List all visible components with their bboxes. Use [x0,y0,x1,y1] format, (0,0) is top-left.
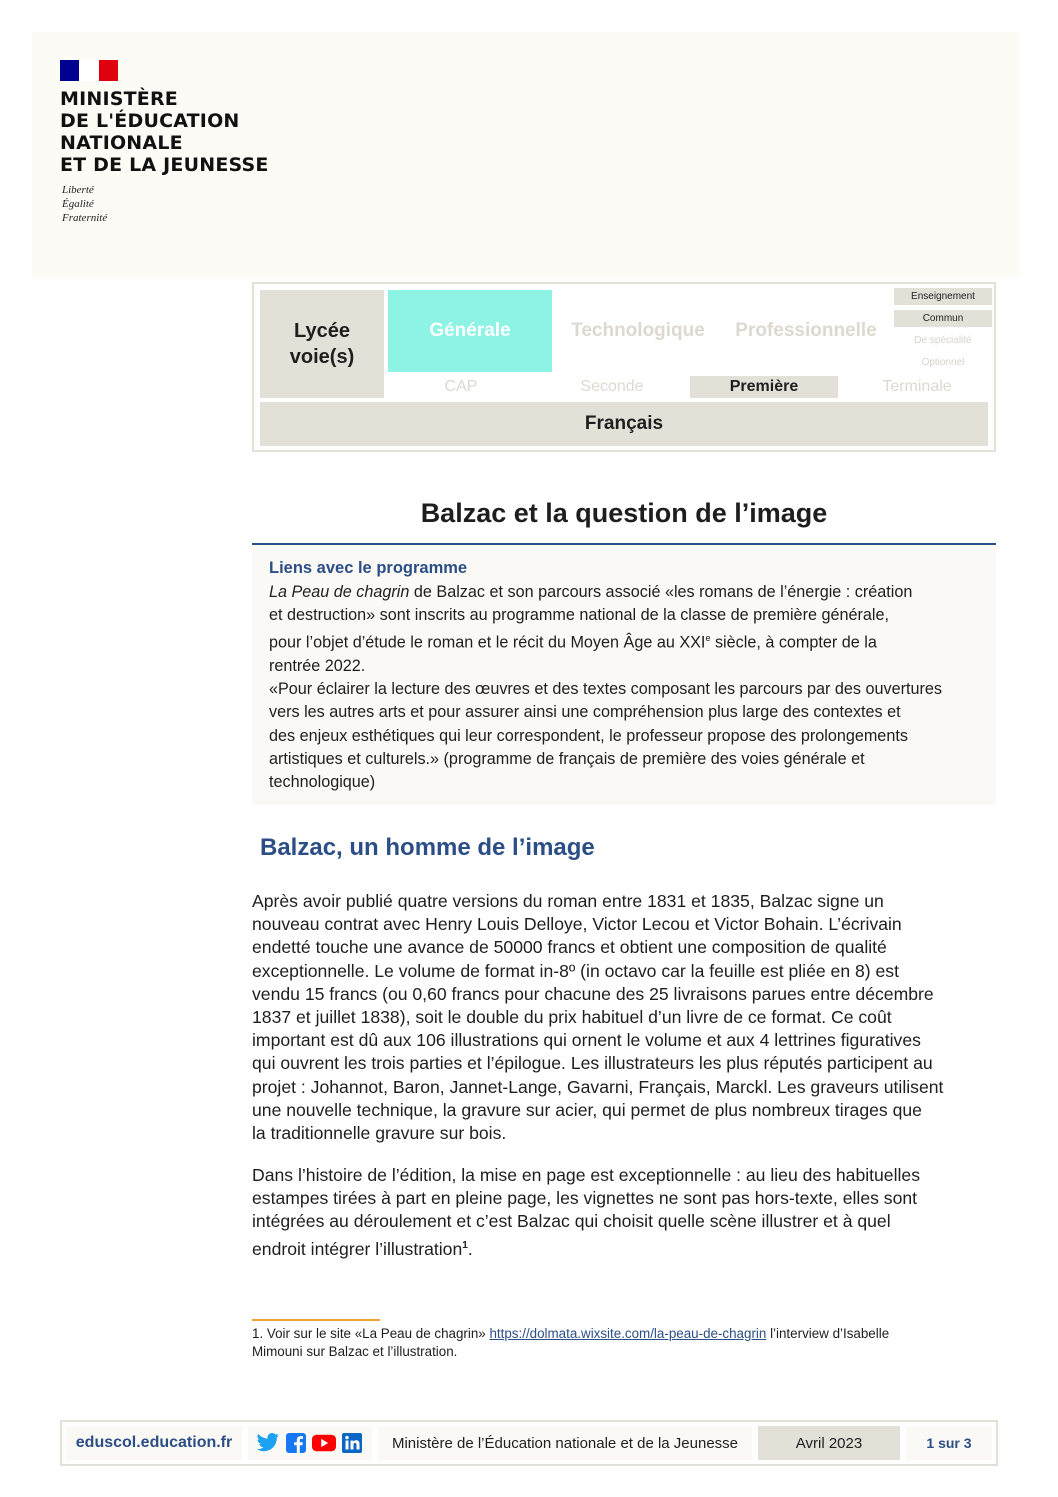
text-line: et destruction» sont inscrits au programme national de la classe de première générale, [269,606,889,625]
text-line: 1837 et juillet 1838), soit le double du prix habituel d’un livre de ce format. Ce coût [252,1007,892,1028]
page-number: 1 sur 3 [906,1426,992,1460]
ministry-line: DE L'ÉDUCATION [60,110,240,132]
enseignement-specialite: De spécialité [914,335,972,346]
ministry-line: ET DE LA JEUNESSE [60,154,269,176]
linkedin-icon[interactable] [340,1432,364,1454]
text-line: estampes tirées à part en pleine page, les vignettes ne sont pas hors-texte, elles sont [252,1188,918,1209]
document-title: Balzac et la question de l’image [420,498,828,528]
youtube-icon[interactable] [312,1432,336,1454]
section-heading: Balzac, un homme de l’image [260,834,595,861]
niveau-seconde: Seconde [580,378,644,395]
book-title: La Peau de chagrin [269,583,410,601]
metadata-table [252,282,996,452]
text-line: des enjeux esthétiques qui leur correspondent, le professeur propose des prolongements [269,726,908,745]
paragraph-1 [252,890,1002,1145]
twitter-icon[interactable] [256,1432,280,1454]
text-run: . [467,1238,473,1259]
text-line: Dans l’histoire de l’édition, la mise en page est exceptionnelle : au lieu des habituelles [252,1165,920,1185]
program-links-text [269,581,982,794]
republic-motto [62,183,107,225]
enseignement-optionnel: Optionnel [921,357,965,368]
niveau-terminale: Terminale [882,378,952,395]
voie-generale: Générale [388,290,552,372]
text-line: vendu 15 francs (ou 0,60 francs pour chacune des 25 livraisons parues entre décembre [252,983,934,1004]
text-run: siècle, à compter de la [710,633,877,652]
superscript: e [705,633,711,644]
footnote-rule [252,1319,380,1321]
text-line: projet : Johannot, Baron, Jannet-Lange, Gavarni, Français, Marckl. Les graveurs utilisent [252,1076,944,1097]
text-line: artistiques et culturels.» (programme de français de première des voies générale et [269,749,865,768]
marianne-flag-logo [60,60,118,81]
subject-label: Français [260,402,988,446]
motto-line: Liberté [62,184,94,196]
paragraph-2 [252,1164,1002,1261]
page-footer [60,1420,998,1466]
footnote-ref[interactable]: 1 [462,1239,468,1251]
footer-ministry: Ministère de l’Éducation nationale et de la Jeunesse [378,1426,752,1460]
social-links [248,1426,372,1460]
text-line: endetté touche une avance de 50000 francs et obtient une composition de qualité [252,937,887,958]
text-run: de Balzac et son parcours associé «les romans de l’énergie : création [409,583,913,601]
program-links-box [252,543,996,805]
text-line: important est dû aux 106 illustrations qui ornent le volume et aux 4 lettrines figuratives [252,1030,921,1051]
program-links-heading: Liens avec le programme [269,559,468,577]
enseignement-label: Enseignement [894,288,992,305]
niveau-cap: CAP [444,378,478,395]
text-run: l’interview d’Isabelle [766,1326,890,1341]
voie-technologique: Technologique [571,320,705,341]
text-line: exceptionnelle. Le volume de format in-8º (in octavo car la feuille est pliée en 8) est [252,960,899,981]
text-run: pour l’objet d’étude le roman et le récit du Moyen Âge au XXI [269,633,706,652]
text-line: une nouvelle technique, la gravure sur acier, qui permet de plus nombreux tirages que [252,1099,922,1120]
text-run: 1. Voir sur le site «La Peau de chagrin» [252,1326,490,1341]
motto-line: Égalité [62,198,94,210]
lycee-voie-label: Lycée voie(s) [260,290,384,398]
text-line: «Pour éclairer la lecture des œuvres et des textes composant les parcours par des ouvertures [269,680,942,699]
footer-date: Avril 2023 [758,1426,900,1460]
text-line: vers les autres arts et pour assurer ainsi une compréhension plus large des contextes et [269,703,901,722]
text-line: rentrée 2022. [269,657,366,675]
text-line: intégrées au déroulement et c’est Balzac qui choisit quelle scène illustrer et à quel [252,1211,891,1232]
voie-professionnelle: Professionnelle [735,320,877,341]
facebook-icon[interactable] [284,1432,308,1454]
text-line: Mimouni sur Balzac et l’illustration. [252,1344,458,1359]
footnote [252,1325,1002,1361]
enseignement-commun: Commun [894,310,992,327]
motto-line: Fraternité [62,212,108,224]
text-line: la traditionnelle gravure sur bois. [252,1123,507,1144]
ministry-name [60,88,269,176]
eduscol-link[interactable]: eduscol.education.fr [66,1426,242,1460]
text-line: technologique) [269,773,376,792]
text-line: Après avoir publié quatre versions du roman entre 1831 et 1835, Balzac signe un [252,891,884,911]
text-run: endroit intégrer l’illustration [252,1238,463,1259]
text-line: nouveau contrat avec Henry Louis Delloye, Victor Lecou et Victor Bohain. L’écrivain [252,914,902,935]
text-line: qui ouvrent les trois parties et l’épilogue. Les illustrateurs les plus réputés participent au [252,1053,933,1074]
ministry-line: NATIONALE [60,132,183,154]
niveau-premiere: Première [690,376,838,398]
footnote-link[interactable]: https://dolmata.wixsite.com/la-peau-de-chagrin [489,1326,767,1341]
ministry-line: MINISTÈRE [60,88,178,110]
